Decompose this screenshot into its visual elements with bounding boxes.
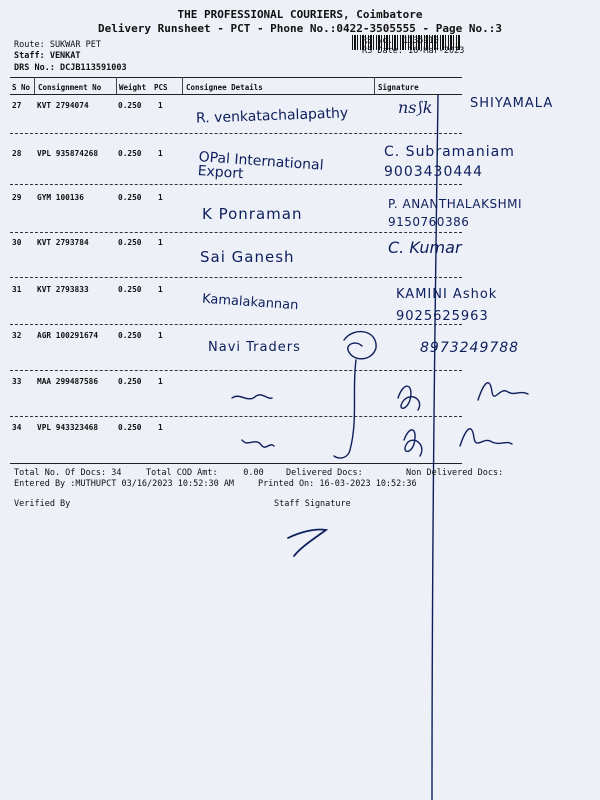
vertical-pen-stroke xyxy=(432,95,438,800)
row-sno: 27 xyxy=(12,101,22,110)
col-header-sno: S No xyxy=(12,83,31,92)
row-weight: 0.250 xyxy=(118,285,142,294)
total-docs: Total No. Of Docs: 34 xyxy=(14,468,122,478)
consignee-handwriting: R. venkatachalapathy xyxy=(195,105,349,127)
row-34-mark xyxy=(242,440,274,447)
consignee-handwriting: Navi Traders xyxy=(208,340,301,355)
staff-signature-stroke xyxy=(288,529,326,556)
row-sno: 33 xyxy=(12,377,22,386)
verified-by: Verified By xyxy=(14,499,71,509)
signature-handwriting: 8973249788 xyxy=(420,340,520,356)
row-consignment: GYM 100136 xyxy=(37,193,84,202)
consignee-handwriting: OPal International Export xyxy=(197,149,325,183)
hook-stroke xyxy=(334,360,356,458)
row-sno: 32 xyxy=(12,331,22,340)
col-header-consignment: Consignment No xyxy=(38,83,102,92)
row-weight: 0.250 xyxy=(118,149,142,158)
row-pcs: 1 xyxy=(158,377,163,386)
row-weight: 0.250 xyxy=(118,193,142,202)
swirl-stroke xyxy=(344,332,376,359)
total-cod: Total COD Amt: 0.00 xyxy=(146,468,264,478)
row-weight: 0.250 xyxy=(118,331,142,340)
rs-number: RS No.: 1135910 xyxy=(362,36,439,46)
row-consignment: AGR 100291674 xyxy=(37,331,99,340)
printed-on: Printed On: 16-03-2023 10:52:36 xyxy=(258,479,417,489)
row-consignment: KVT 2794074 xyxy=(37,101,89,110)
route-label: Route: SUKWAR PET xyxy=(14,40,101,50)
row-pcs: 1 xyxy=(158,193,163,202)
signature-handwriting: KAMINI Ashok 9025625963 xyxy=(396,287,498,324)
signature-handwriting: C. Kumar xyxy=(388,238,462,257)
col-header-consignee: Consignee Details xyxy=(186,83,263,92)
signature-handwriting: P. ANANTHALAKSHMI 9150760386 xyxy=(388,197,523,229)
row-pcs: 1 xyxy=(158,238,163,247)
row-sno: 29 xyxy=(12,193,22,202)
row-pcs: 1 xyxy=(158,149,163,158)
consignee-handwriting: Kamalakannan xyxy=(201,291,299,314)
staff-signature-label: Staff Signature xyxy=(274,499,351,509)
col-header-pcs: PCS xyxy=(154,83,168,92)
row-consignment: KVT 2793784 xyxy=(37,238,89,247)
signature-handwriting: C. Subramaniam 9003430444 xyxy=(384,144,515,180)
row-sno: 31 xyxy=(12,285,22,294)
row-consignment: KVT 2793833 xyxy=(37,285,89,294)
signature-33-left xyxy=(398,386,420,410)
scribble-signature: ns⟆k xyxy=(398,98,433,117)
non-delivered-docs: Non Delivered Docs: xyxy=(406,468,504,478)
signature-33-right xyxy=(478,383,528,400)
row-pcs: 1 xyxy=(158,285,163,294)
row-consignment: MAA 299487586 xyxy=(37,377,99,386)
row-consignment: VPL 935874268 xyxy=(37,149,99,158)
signature-34-left xyxy=(404,430,422,456)
row-pcs: 1 xyxy=(158,423,163,432)
runsheet-title: Delivery Runsheet - PCT - Phone No.:0422-3505555 - Page No.:3 xyxy=(98,22,502,35)
row-33-mark xyxy=(232,395,272,399)
row-pcs: 1 xyxy=(158,101,163,110)
consignee-handwriting: Sai Ganesh xyxy=(200,248,295,266)
signature-34-right xyxy=(460,429,512,446)
company-title: THE PROFESSIONAL COURIERS, Coimbatore xyxy=(177,8,423,21)
row-weight: 0.250 xyxy=(118,423,142,432)
delivered-docs: Delivered Docs: xyxy=(286,468,363,478)
row-sno: 30 xyxy=(12,238,22,247)
row-sno: 28 xyxy=(12,149,22,158)
col-header-weight: Weight xyxy=(119,83,147,92)
row-weight: 0.250 xyxy=(118,238,142,247)
staff-label: Staff: VENKAT xyxy=(14,51,81,61)
row-sno: 34 xyxy=(12,423,22,432)
row-pcs: 1 xyxy=(158,331,163,340)
col-header-signature: Signature xyxy=(378,83,419,92)
entered-by: Entered By :MUTHUPCT 03/16/2023 10:52:30 AM xyxy=(14,479,235,489)
consignee-handwriting: K Ponraman xyxy=(202,205,303,223)
row-weight: 0.250 xyxy=(118,101,142,110)
rs-date: RS Date: 16-Mar-2023 xyxy=(362,46,465,56)
signature-handwriting: SHIYAMALA xyxy=(470,96,554,111)
row-consignment: VPL 943323468 xyxy=(37,423,99,432)
drs-number: DRS No.: DCJB113591003 xyxy=(14,63,127,73)
row-weight: 0.250 xyxy=(118,377,142,386)
